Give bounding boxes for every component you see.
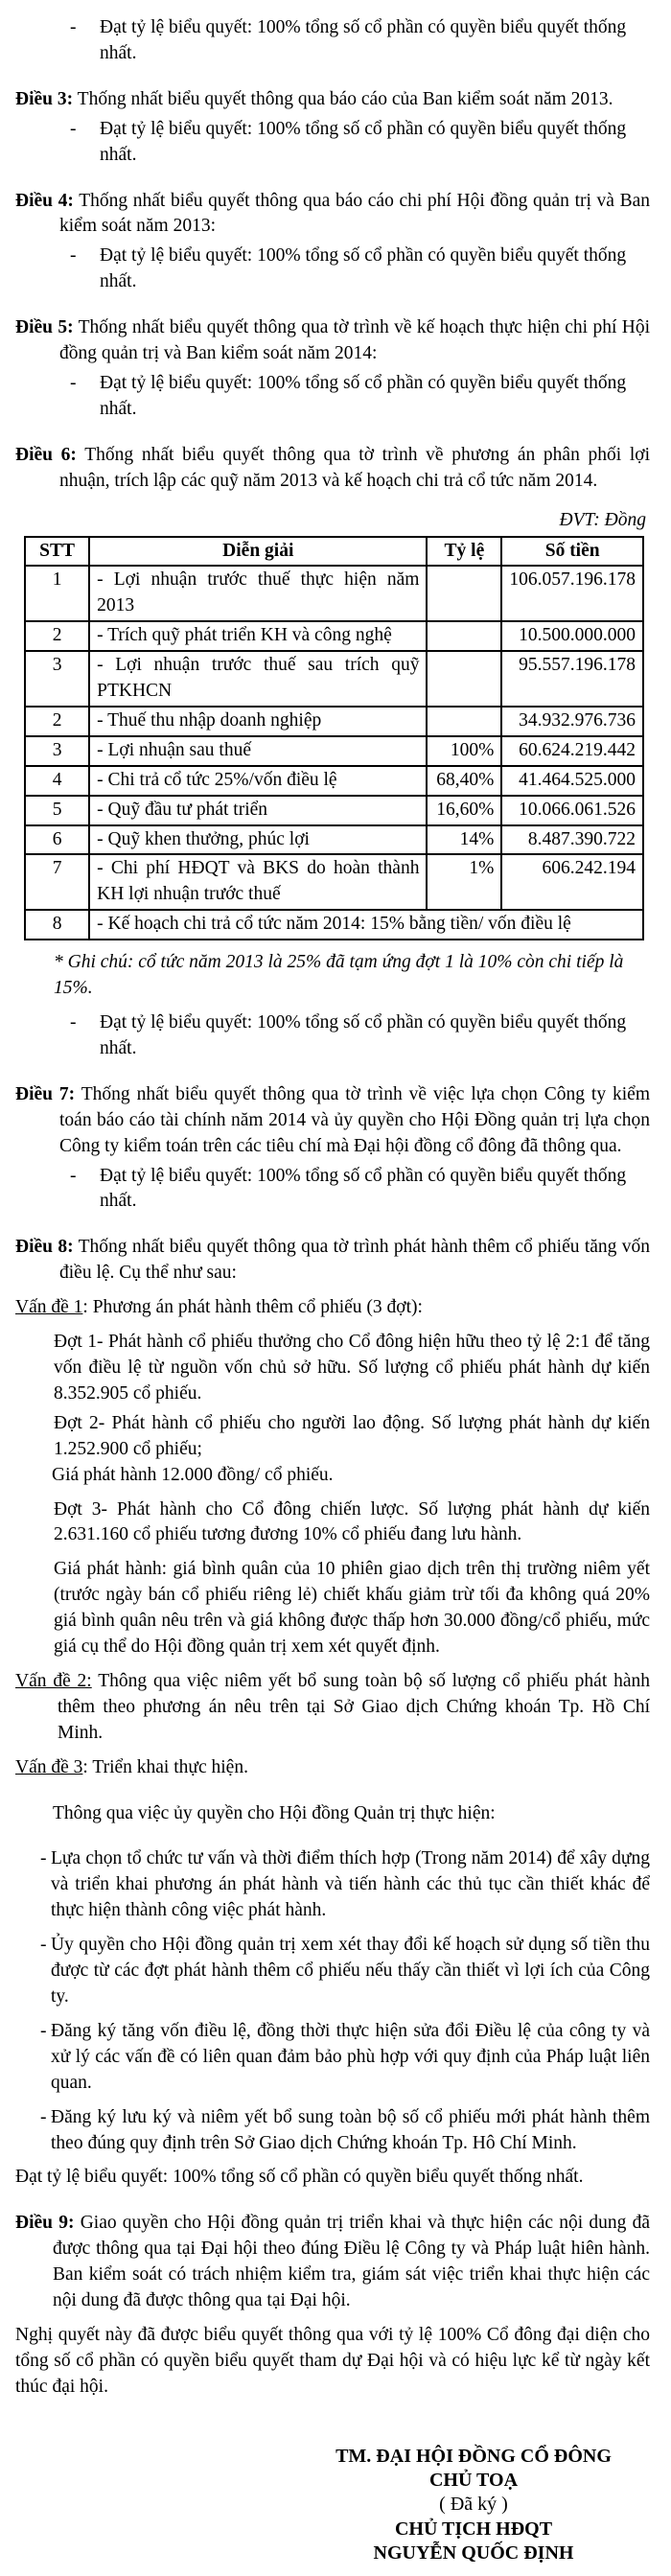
van-de-3-intro: Thông qua việc ủy quyền cho Hội đồng Quản trị thực hiện:: [53, 1802, 496, 1823]
dash-glyph: -: [70, 372, 77, 393]
article-dieu-6: [15, 443, 650, 495]
table-row: 8 - Kế hoạch chi trả cổ tức năm 2014: 15% bằng tiền/ vốn điều lệ: [25, 910, 643, 940]
heading-van-de-3: [15, 1755, 650, 1781]
col-header-ty-le: Tỷ lệ: [427, 537, 501, 567]
article-dieu-4-label: Điều 4:: [15, 190, 74, 211]
article-dieu-4-text: Thống nhất biểu quyết thông qua báo cáo chi phí Hội đồng quản trị và Ban kiểm soát năm 2013:: [59, 190, 650, 237]
vote-line-dieu-8: Đạt tỷ lệ biểu quyết: 100% tổng số cổ phần có quyền biểu quyết thống nhất.: [15, 2167, 584, 2188]
article-dieu-5-text: Thống nhất biểu quyết thông qua tờ trình về kế hoạch thực hiện chi phí Hội đồng quản trị và Ban kiểm soát năm 2014:: [59, 317, 650, 364]
vote-text: Đạt tỷ lệ biểu quyết: 100% tổng số cổ phần có quyền biểu quyết thống nhất.: [100, 118, 627, 165]
dash-glyph: -: [70, 118, 77, 139]
heading-van-de-2: [15, 1669, 650, 1747]
article-dieu-9-text: Giao quyền cho Hội đồng quản trị triển khai và thực hiện các nội dung đã được thông qua tại Đại hội theo đúng Điều lệ Công ty và Pháp luật hiên hành. Ban kiểm soát có trách nhiệm kiểm tra, giám sát việc triển khai thực hiện các nội dung đã được thông qua tại Đại hội.: [53, 2213, 651, 2311]
article-dieu-4: [15, 189, 650, 241]
dash-glyph: -: [40, 1848, 47, 1869]
table-row: 4 - Chi trả cổ tức 25%/vốn điều lệ 68,40% 41.464.525.000: [25, 766, 643, 796]
profit-distribution-table: [24, 536, 644, 941]
dash-glyph: -: [40, 2020, 47, 2041]
vote-text: Đạt tỷ lệ biểu quyết: 100% tổng số cổ phần có quyền biểu quyết thống nhất.: [100, 17, 627, 63]
van-de-3-colon: :: [82, 1756, 88, 1777]
dash-glyph: -: [70, 17, 77, 37]
van-de-3-bullet-4: - Đăng ký lưu ký và niêm yết bổ sung toàn bộ số cổ phiếu mới phát hành thêm theo đúng quy định trên Sở Giao dịch Chứng khoán Tp. Hô Chí Minh.: [40, 2106, 650, 2153]
article-dieu-3: [15, 87, 650, 113]
article-dieu-7-text: Thống nhất biểu quyết thông qua tờ trình về việc lựa chọn Công ty kiểm toán báo cáo tài chính năm 2014 và ủy quyền cho Hội Đồng quản trị lựa chọn Công ty kiểm toán trên các tiêu chí mà Đại hội đồng cổ đông đã thông qua.: [59, 1083, 650, 1156]
vote-bullet-dieu-4: [15, 244, 650, 295]
vote-bullet-dieu-3: [15, 117, 650, 169]
signature-on-behalf: TM. ĐẠI HỘI ĐỒNG CỔ ĐÔNG: [336, 2445, 612, 2467]
article-dieu-9: [15, 2211, 650, 2314]
signature-block: [312, 2445, 635, 2566]
dash-glyph: -: [40, 2106, 47, 2127]
article-dieu-8: [15, 1235, 650, 1287]
closing-paragraph: Nghị quyết này đã được biểu quyết thông qua với tỷ lệ 100% Cổ đông đại diện cho tổng số cổ phần có quyền biểu quyết tham dự Đại hội và có hiệu lực kể từ ngày kết thúc đại hội.: [15, 2324, 650, 2397]
col-header-so-tien: Số tiền: [501, 537, 643, 567]
col-header-stt: STT: [25, 537, 89, 567]
table-footnote: * Ghi chú: cổ tức năm 2013 là 25% đã tạm ứng đợt 1 là 10% còn chi tiếp là 15%.: [54, 952, 624, 999]
van-de-3-title: Triển khai thực hiện.: [92, 1756, 248, 1777]
table-row: 7 - Chi phí HĐQT và BKS do hoàn thành KH lợi nhuận trước thuế 1% 606.242.194: [25, 854, 643, 910]
paragraph-dot-3-price: Giá phát hành: giá bình quân của 10 phiên giao dịch trên thị trường niêm yết (trước ngày bán cổ phiếu riêng lẻ) chiết khấu giảm trừ tối đa không quá 20% giá bình quân nêu trên và giá không được thấp hơn 30.000 đồng/cổ phiếu, mức giá cụ thể do Hội đồng quản trị xem xét quyết định.: [54, 1559, 650, 1658]
table-row: 5 - Quỹ đầu tư phát triển 16,60% 10.066.061.526: [25, 796, 643, 825]
article-dieu-6-text: Thống nhất biểu quyết thông qua tờ trình về phương án phân phối lợi nhuận, trích lập các quỹ năm 2013 và kế hoạch chi trả cổ tức năm 2014.: [59, 444, 650, 491]
paragraph-dot-3: Đợt 3- Phát hành cho Cổ đông chiến lược. Số lượng phát hành dự kiến 2.631.160 cổ phiếu tương đương 10% cổ phiếu đang lưu hành.: [54, 1498, 650, 1545]
signature-signed-note: ( Đã ký ): [439, 2494, 508, 2516]
article-dieu-6-label: Điều 6:: [15, 444, 77, 465]
van-de-1-label: Vấn đề 1: [15, 1297, 83, 1318]
table-row: 2 - Trích quỹ phát triển KH và công nghệ 10.500.000.000: [25, 621, 643, 651]
article-dieu-5: [15, 315, 650, 367]
van-de-1-colon: :: [82, 1297, 88, 1318]
dash-glyph: -: [40, 1935, 47, 1956]
van-de-1-title: Phương án phát hành thêm cổ phiếu (3 đợt):: [92, 1297, 423, 1318]
dash-glyph: -: [70, 245, 77, 267]
signature-title: CHỦ TỊCH HĐQT: [394, 2518, 553, 2540]
van-de-3-bullet-2: - Ủy quyền cho Hội đồng quản trị xem xét thay đổi kế hoạch sử dụng số tiền thu được từ các đợt phát hành thêm cổ phiếu nếu thấy cần thiết vì lợi ích của Công ty.: [40, 1935, 650, 2007]
article-dieu-3-label: Điều 3:: [15, 88, 74, 109]
vote-bullet-dieu-7: [15, 1164, 650, 1216]
article-dieu-7-label: Điều 7:: [15, 1083, 76, 1104]
vote-bullet-dieu-5: [15, 371, 650, 423]
article-dieu-8-text: Thống nhất biểu quyết thông qua tờ trình phát hành thêm cổ phiếu tăng vốn điều lệ. Cụ thể như sau:: [59, 1237, 650, 1284]
van-de-3-label: Vấn đề 3: [15, 1756, 83, 1777]
article-dieu-9-label: Điều 9:: [15, 2213, 75, 2234]
table-unit-note: ĐVT: Đồng: [559, 509, 646, 530]
vote-bullet-dieu-6: [15, 1010, 650, 1062]
van-de-2-title: Thông qua việc niêm yết bổ sung toàn bộ số lượng cổ phiếu phát hành thêm theo phương án nêu trên tại Sở Giao dịch Chứng khoán Tp. Hồ Chí Minh.: [58, 1670, 650, 1743]
table-row: 1 - Lợi nhuận trước thuế thực hiện năm 2013 106.057.196.178: [25, 566, 643, 621]
van-de-3-bullet-1: - Lựa chọn tổ chức tư vấn và thời điểm thích hợp (Trong năm 2014) để xây dựng và triển khai phương án phát hành và tiến hành các thủ tục cần thiết khác để thực hiện thành công việc phát hành.: [40, 1848, 650, 1921]
signature-role-chairperson: CHỦ TOẠ: [428, 2470, 519, 2492]
table-row: 3 - Lợi nhuận trước thuế sau trích quỹ PTKHCN 95.557.196.178: [25, 651, 643, 707]
article-dieu-5-label: Điều 5:: [15, 317, 74, 338]
table-row: 2 - Thuế thu nhập doanh nghiệp 34.932.976.736: [25, 707, 643, 736]
paragraph-dot-2: Đợt 2- Phát hành cổ phiếu cho người lao động. Số lượng phát hành dự kiến 1.252.900 cổ phiếu;: [54, 1412, 650, 1459]
article-dieu-3-text: Thống nhất biểu quyết thông qua báo cáo của Ban kiểm soát năm 2013.: [77, 88, 613, 109]
signature-name: NGUYỄN QUỐC ĐỊNH: [373, 2542, 574, 2564]
table-header-row: [25, 537, 643, 567]
dash-glyph: -: [70, 1012, 77, 1033]
paragraph-dot-1: Đợt 1- Phát hành cổ phiếu thưởng cho Cổ đông hiện hữu theo tỷ lệ 2:1 để tăng vốn điều lệ từ nguồn vốn chủ sở hữu. Số lượng cổ phiếu phát hành dự kiến 8.352.905 cổ phiếu.: [54, 1332, 650, 1404]
article-dieu-8-label: Điều 8:: [15, 1237, 74, 1258]
col-header-dien-giai: Diễn giải: [89, 537, 427, 567]
van-de-3-bullet-3: - Đăng ký tăng vốn điều lệ, đồng thời thực hiện sửa đổi Điều lệ của công ty và xử lý các vấn đề có liên quan đảm bảo phù hợp với quy định của Pháp luật liên quan.: [40, 2020, 650, 2093]
table-row: 6 - Quỹ khen thưởng, phúc lợi 14% 8.487.390.722: [25, 825, 643, 855]
vote-text: Đạt tỷ lệ biểu quyết: 100% tổng số cổ phần có quyền biểu quyết thống nhất.: [100, 1012, 627, 1058]
paragraph-dot-2-price: Giá phát hành 12.000 đồng/ cổ phiếu.: [52, 1464, 334, 1485]
article-dieu-7: [15, 1082, 650, 1160]
van-de-2-label: Vấn đề 2:: [15, 1670, 92, 1691]
dash-glyph: -: [70, 1165, 77, 1186]
heading-van-de-1: [15, 1295, 650, 1321]
vote-text: Đạt tỷ lệ biểu quyết: 100% tổng số cổ phần có quyền biểu quyết thống nhất.: [100, 245, 627, 292]
vote-text: Đạt tỷ lệ biểu quyết: 100% tổng số cổ phần có quyền biểu quyết thống nhất.: [100, 372, 627, 419]
vote-text: Đạt tỷ lệ biểu quyết: 100% tổng số cổ phần có quyền biểu quyết thống nhất.: [100, 1165, 627, 1212]
table-row: 3 - Lợi nhuận sau thuế 100% 60.624.219.442: [25, 736, 643, 766]
vote-bullet-top: [15, 15, 650, 67]
